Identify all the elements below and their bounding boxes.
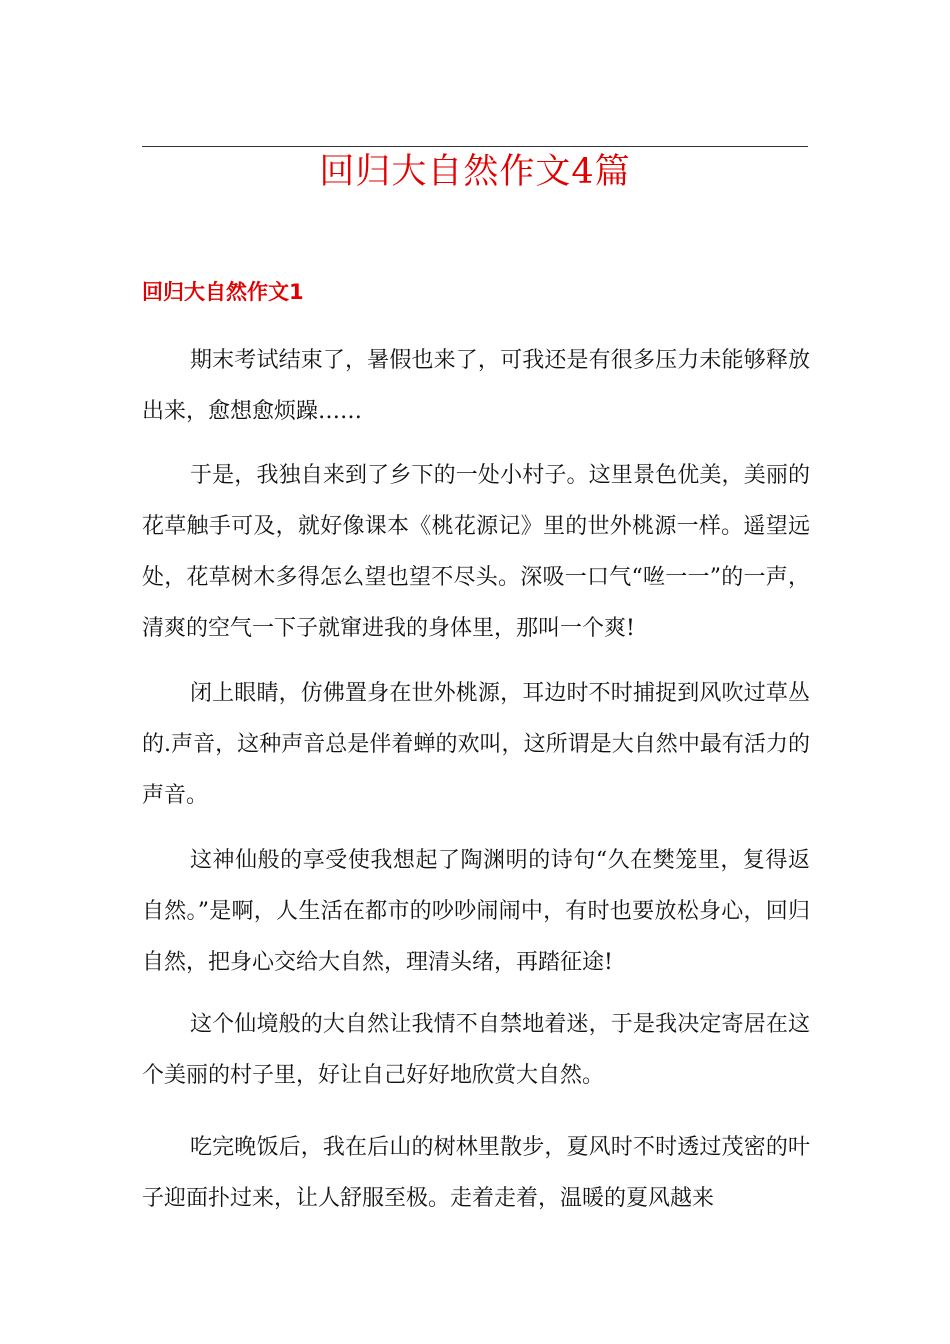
paragraph-2: 于是，我独自来到了乡下的一处小村子。这里景色优美，美丽的花草触手可及，就好像课本《桃花源记》里的世外桃源一样。遥望远处，花草树木多得怎么望也望不尽头。深吸一口气“咝一一”的一声，清爽的空气一下子就窜进我的身体里，那叫一个爽! (142, 463, 810, 641)
paragraph-4: 这神仙般的享受使我想起了陶渊明的诗句“久在樊笼里，复得返自然。”是啊，人生活在都市的吵吵闹闹中，有时也要放松身心，回归自然，把身心交给大自然，理清头绪，再踏征途! (142, 848, 810, 975)
document-title: 回归大自然作文4篇 (319, 152, 631, 192)
paragraph-1: 期末考试结束了，暑假也来了，可我还是有很多压力未能够释放出来，愈想愈烦躁…… (142, 348, 810, 424)
paragraph-5: 这个仙境般的大自然让我情不自禁地着迷，于是我决定寄居在这个美丽的村子里，好让自己好好地欣赏大自然。 (142, 1012, 810, 1088)
header-rule (142, 146, 808, 147)
paragraph-3: 闭上眼睛，仿佛置身在世外桃源，耳边时不时捕捉到风吹过草丛的.声音，这种声音总是伴着蝉的欢叫，这所谓是大自然中最有活力的声音。 (142, 681, 810, 808)
section-heading: 回归大自然作文1 (142, 280, 304, 304)
paragraph-6: 吃完晚饭后，我在后山的树林里散步，夏风时不时透过茂密的叶子迎面扑过来，让人舒服至极。走着走着，温暖的夏风越来 (142, 1135, 810, 1211)
